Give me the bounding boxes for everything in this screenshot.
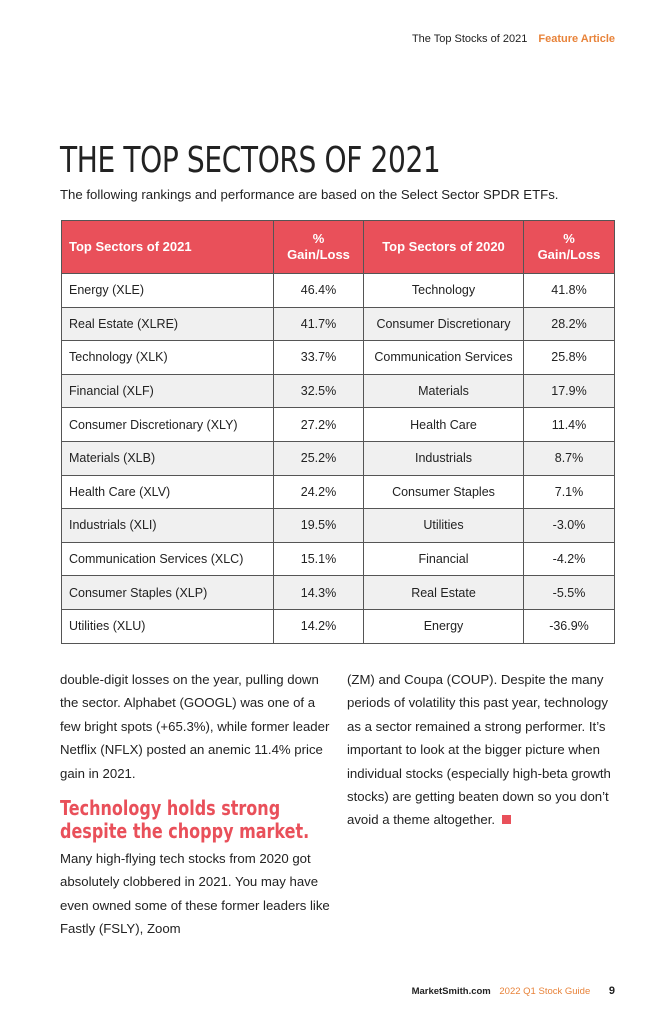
sector-2020-cell: Health Care [364,408,524,442]
sector-2020-cell: Consumer Discretionary [364,307,524,341]
section-label: Feature Article [538,33,615,45]
page-number: 9 [608,985,615,997]
sector-2021-cell: Communication Services (XLC) [62,542,274,576]
body-paragraph-text: (ZM) and Coupa (COUP). Despite the many periods of volatility this past year, technology as a sector remained a strong performer. It’s important to look at the bigger picture when individual stocks (especially high-beta growth stocks) are getting beaten down so you don’t avoid a theme altogether. [347,672,611,828]
sector-2021-cell: Utilities (XLU) [62,609,274,643]
col-header-top-2021: Top Sectors of 2021 [62,221,274,274]
sector-2021-cell: Health Care (XLV) [62,475,274,509]
sector-2020-cell: Energy [364,609,524,643]
table-row [62,475,615,509]
sector-2021-cell: Consumer Staples (XLP) [62,576,274,610]
gain-2020-cell: 28.2% [524,307,615,341]
sector-2021-cell: Materials (XLB) [62,441,274,475]
gain-2020-cell: -4.2% [524,542,615,576]
table-row [62,542,615,576]
gain-2020-cell: 8.7% [524,441,615,475]
sector-2020-cell: Financial [364,542,524,576]
sector-2020-cell: Utilities [364,509,524,543]
body-paragraph: double-digit losses on the year, pulling down the sector. Alphabet (GOOGL) was one of a few bright spots (+65.3%), while former leader Netflix (NFLX) posted an anemic 11.4% price gain in 2021. [60,672,330,781]
gain-2021-cell: 46.4% [274,274,364,308]
table-row [62,274,615,308]
sector-2021-cell: Industrials (XLI) [62,509,274,543]
page-footer [412,985,615,997]
sector-2021-cell: Financial (XLF) [62,374,274,408]
gain-2021-cell: 25.2% [274,441,364,475]
col-header-gain-2020: % Gain/Loss [524,221,615,274]
sector-2020-cell: Communication Services [364,341,524,375]
gain-2020-cell: 41.8% [524,274,615,308]
col-header-top-2020: Top Sectors of 2020 [364,221,524,274]
gain-2020-cell: 25.8% [524,341,615,375]
table-row [62,576,615,610]
running-header [412,33,615,45]
gain-2020-cell: -36.9% [524,609,615,643]
table-row [62,441,615,475]
sectors-table [61,220,615,644]
sector-2020-cell: Technology [364,274,524,308]
footer-site: MarketSmith.com [411,986,491,997]
gain-2021-cell: 24.2% [274,475,364,509]
table-row [62,509,615,543]
gain-2020-cell: -5.5% [524,576,615,610]
sector-2021-cell: Energy (XLE) [62,274,274,308]
table-row [62,307,615,341]
page-subtitle: The following rankings and performance are based on the Select Sector SPDR ETFs. [60,187,559,202]
gain-2020-cell: 17.9% [524,374,615,408]
sector-2021-cell: Technology (XLK) [62,341,274,375]
gain-2021-cell: 14.2% [274,609,364,643]
gain-2020-cell: -3.0% [524,509,615,543]
gain-2020-cell: 7.1% [524,475,615,509]
table-row [62,341,615,375]
body-column-right [347,668,617,832]
gain-2021-cell: 32.5% [274,374,364,408]
table-row [62,609,615,643]
sector-2020-cell: Industrials [364,441,524,475]
table-header-row [62,221,615,274]
footer-guide: 2022 Q1 Stock Guide [499,986,591,997]
table-body [62,274,615,644]
sector-2020-cell: Materials [364,374,524,408]
article-title: The Top Stocks of 2021 [411,33,528,45]
section-subhead: Technology holds strong despite the choppy market. [60,796,310,844]
sector-2020-cell: Real Estate [364,576,524,610]
col-header-gain-2021: % Gain/Loss [274,221,364,274]
table-row [62,374,615,408]
gain-2021-cell: 14.3% [274,576,364,610]
end-of-article-mark [502,815,511,824]
sector-2020-cell: Consumer Staples [364,475,524,509]
body-paragraph [347,668,617,832]
sector-2021-cell: Real Estate (XLRE) [62,307,274,341]
gain-2021-cell: 41.7% [274,307,364,341]
gain-2021-cell: 19.5% [274,509,364,543]
gain-2021-cell: 15.1% [274,542,364,576]
sector-2021-cell: Consumer Discretionary (XLY) [62,408,274,442]
gain-2021-cell: 27.2% [274,408,364,442]
table-row [62,408,615,442]
body-paragraph: Many high-flying tech stocks from 2020 got absolutely clobbered in 2021. You may have even owned some of these former leaders like Fastly (FSLY), Zoom [60,851,330,937]
gain-2021-cell: 33.7% [274,341,364,375]
body-column-left [60,668,330,941]
page-title: THE TOP SECTORS OF 2021 [60,140,441,181]
gain-2020-cell: 11.4% [524,408,615,442]
